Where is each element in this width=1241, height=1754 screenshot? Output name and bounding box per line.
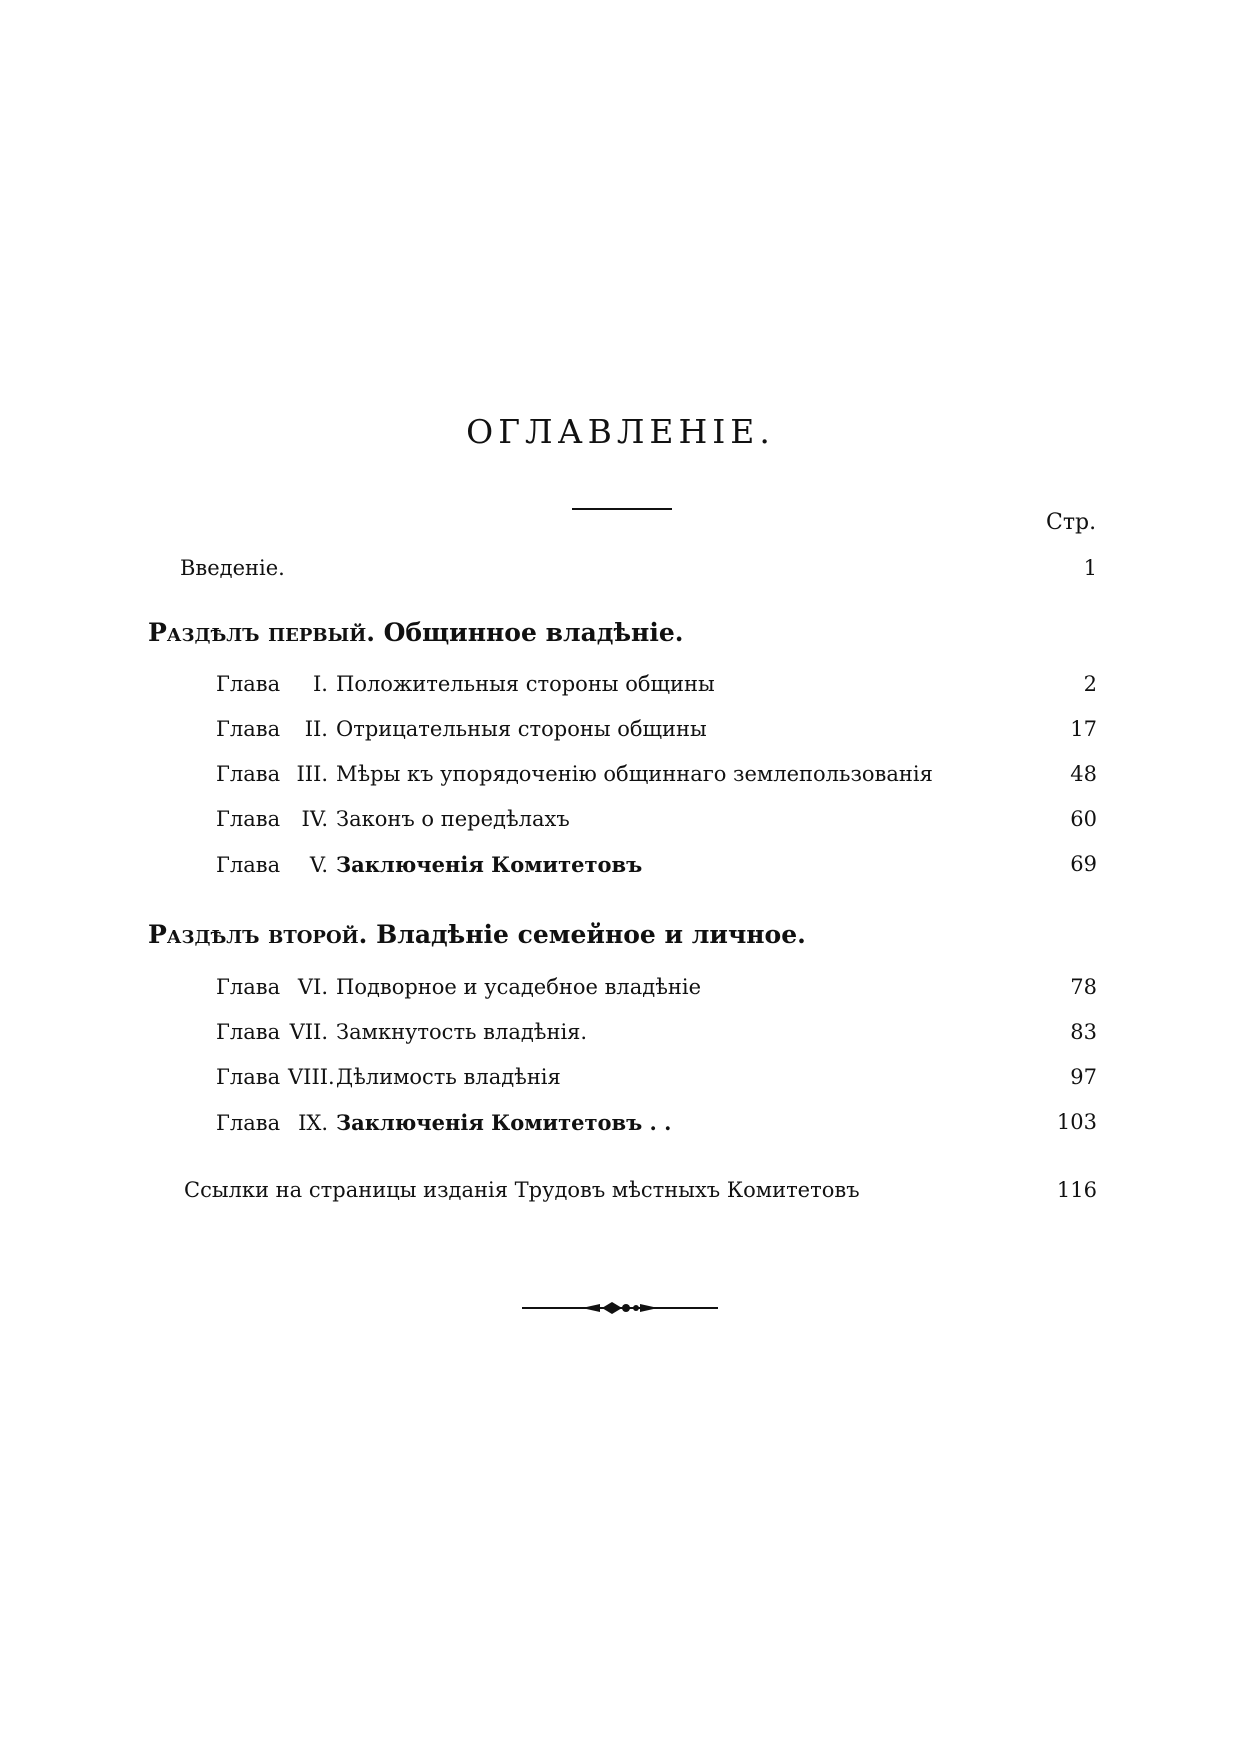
chapter-page: 103 bbox=[1056, 1110, 1097, 1134]
entry-page: 1 bbox=[1083, 556, 1097, 580]
chapter-numeral: VIII. bbox=[288, 1065, 335, 1089]
chapter-word: Глава bbox=[216, 717, 281, 741]
section-word: Раздѣлъ второй. bbox=[148, 920, 368, 949]
chapter-label: Подворное и усадебное владѣніе bbox=[336, 975, 702, 999]
entry-label: Введеніе. bbox=[180, 556, 285, 580]
entry-page: 116 bbox=[1056, 1178, 1097, 1202]
chapter-page: 60 bbox=[1070, 807, 1097, 831]
chapter-label: Отрицательныя стороны общины bbox=[336, 717, 707, 741]
chapter-label: Положительныя стороны общины bbox=[336, 672, 715, 696]
chapter-word: Глава bbox=[216, 1065, 281, 1089]
chapter-label: Заключенія Комитетовъ . . bbox=[336, 1110, 672, 1135]
chapter-numeral: V. bbox=[309, 853, 328, 877]
chapter-numeral: VII. bbox=[289, 1020, 328, 1044]
title-divider bbox=[572, 508, 672, 510]
chapter-page: 2 bbox=[1083, 672, 1097, 696]
page-column-header: Стр. bbox=[1046, 510, 1097, 535]
chapter-page: 69 bbox=[1070, 852, 1097, 876]
ornament-divider bbox=[520, 1300, 720, 1316]
entry-label: Ссылки на страницы изданія Трудовъ мѣстныхъ Комитетовъ bbox=[184, 1178, 860, 1202]
chapter-word: Глава bbox=[216, 762, 281, 786]
chapter-label: Дѣлимость владѣнія bbox=[336, 1065, 561, 1089]
chapter-word: Глава bbox=[216, 853, 281, 877]
chapter-page: 97 bbox=[1070, 1065, 1097, 1089]
chapter-numeral: I. bbox=[313, 672, 328, 696]
chapter-word: Глава bbox=[216, 1111, 281, 1135]
chapter-page: 78 bbox=[1070, 975, 1097, 999]
chapter-word: Глава bbox=[216, 975, 281, 999]
chapter-numeral: IX. bbox=[298, 1111, 328, 1135]
chapter-label: Мѣры къ упорядоченію общиннаго землепользованія bbox=[336, 762, 933, 786]
section-heading-2[interactable] bbox=[148, 920, 806, 949]
chapter-numeral: IV. bbox=[301, 807, 328, 831]
chapter-word: Глава bbox=[216, 1020, 281, 1044]
section-title: Владѣніе семейное и личное. bbox=[376, 920, 806, 949]
chapter-word: Глава bbox=[216, 807, 281, 831]
section-title: Общинное владѣніе. bbox=[383, 618, 684, 647]
chapter-numeral: II. bbox=[304, 717, 328, 741]
chapter-page: 48 bbox=[1070, 762, 1097, 786]
chapter-label: Заключенія Комитетовъ bbox=[336, 852, 643, 877]
chapter-page: 83 bbox=[1070, 1020, 1097, 1044]
chapter-page: 17 bbox=[1070, 717, 1097, 741]
chapter-numeral: III. bbox=[296, 762, 328, 786]
section-word: Раздѣлъ первый. bbox=[148, 618, 375, 647]
chapter-numeral: VI. bbox=[297, 975, 328, 999]
page-title: ОГЛАВЛЕНІЕ. bbox=[466, 412, 775, 451]
chapter-label: Законъ о передѣлахъ bbox=[336, 807, 570, 831]
chapter-word: Глава bbox=[216, 672, 281, 696]
chapter-label: Замкнутость владѣнія. bbox=[336, 1020, 588, 1044]
section-heading-1[interactable] bbox=[148, 618, 683, 647]
